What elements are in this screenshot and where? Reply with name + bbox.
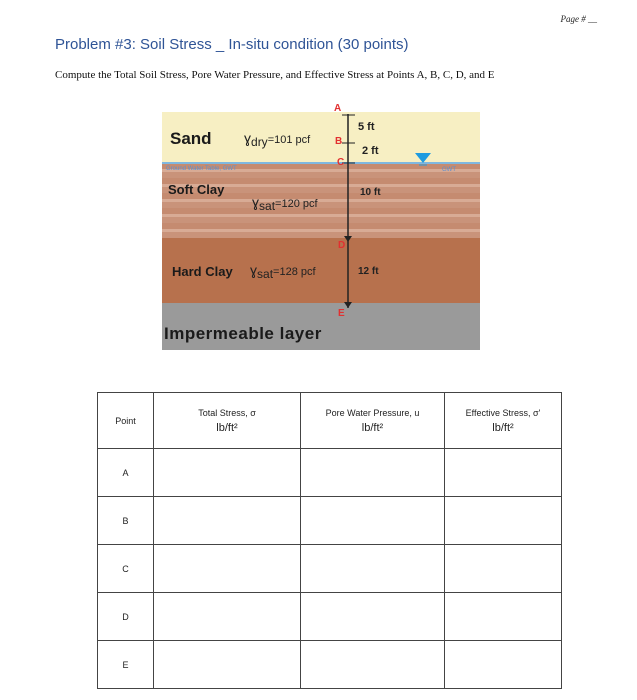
point-cell: E (98, 641, 154, 689)
depth-arrows (162, 112, 480, 350)
point-a-label: A (334, 103, 342, 114)
table-row (98, 545, 562, 593)
impermeable-label: Impermeable layer (164, 324, 322, 343)
point-d-label: D (338, 240, 346, 251)
total-stress-cell[interactable] (154, 641, 301, 689)
total-stress-cell[interactable] (154, 449, 301, 497)
total-stress-cell[interactable] (154, 593, 301, 641)
table-row (98, 497, 562, 545)
table-row (98, 449, 562, 497)
table-row (98, 593, 562, 641)
gamma-subscript: sat (257, 267, 274, 282)
soil-profile-diagram (162, 103, 480, 350)
stress-table (97, 392, 562, 689)
page-number: Page # __ (560, 14, 597, 24)
gamma-value: =120 pcf (275, 198, 318, 210)
gamma-subscript: dry (251, 135, 268, 150)
effective-stress-cell[interactable] (445, 545, 562, 593)
gwt-right-label: GWT (442, 167, 456, 173)
gamma-symbol: ɣ (244, 130, 252, 146)
gamma-subscript: sat (259, 199, 276, 214)
gamma-symbol: ɣ (252, 194, 260, 210)
header-point: Point (98, 393, 154, 449)
header-total-stress: Total Stress, σ lb/ft² (154, 393, 301, 449)
header-pore-pressure: Pore Water Pressure, u lb/ft² (301, 393, 445, 449)
point-c-label: C (337, 157, 345, 168)
point-e-label: E (338, 308, 345, 319)
pore-pressure-cell[interactable] (301, 545, 445, 593)
sand-label: Sand (170, 129, 212, 148)
effective-stress-cell[interactable] (445, 593, 562, 641)
pore-pressure-cell[interactable] (301, 641, 445, 689)
table-row (98, 641, 562, 689)
effective-stress-cell[interactable] (445, 641, 562, 689)
gwt-left-label: Ground Water Table, GWT (166, 166, 237, 172)
soft-clay-label: Soft Clay (168, 182, 225, 197)
table-header-row (98, 393, 562, 449)
point-cell: B (98, 497, 154, 545)
dimension-bc: 2 ft (362, 145, 379, 157)
point-cell: C (98, 545, 154, 593)
point-cell: D (98, 593, 154, 641)
effective-stress-cell[interactable] (445, 497, 562, 545)
point-b-label: B (335, 136, 343, 147)
dimension-de: 12 ft (358, 266, 379, 277)
pore-pressure-cell[interactable] (301, 497, 445, 545)
problem-title: Problem #3: Soil Stress _ In-situ condition (30 points) (55, 36, 409, 53)
total-stress-cell[interactable] (154, 497, 301, 545)
dimension-ab: 5 ft (358, 121, 375, 133)
total-stress-cell[interactable] (154, 545, 301, 593)
gamma-value: =128 pcf (273, 266, 316, 278)
pore-pressure-cell[interactable] (301, 449, 445, 497)
effective-stress-cell[interactable] (445, 449, 562, 497)
dimension-cd: 10 ft (360, 187, 381, 198)
hard-clay-label: Hard Clay (172, 264, 233, 279)
gamma-value: =101 pcf (267, 134, 311, 146)
pore-pressure-cell[interactable] (301, 593, 445, 641)
instruction-text: Compute the Total Soil Stress, Pore Water Pressure, and Effective Stress at Points A, B, C, D, and E (55, 69, 495, 81)
point-cell: A (98, 449, 154, 497)
gamma-symbol: ɣ (250, 262, 258, 278)
header-effective-stress: Effective Stress, σ' lb/ft² (445, 393, 562, 449)
